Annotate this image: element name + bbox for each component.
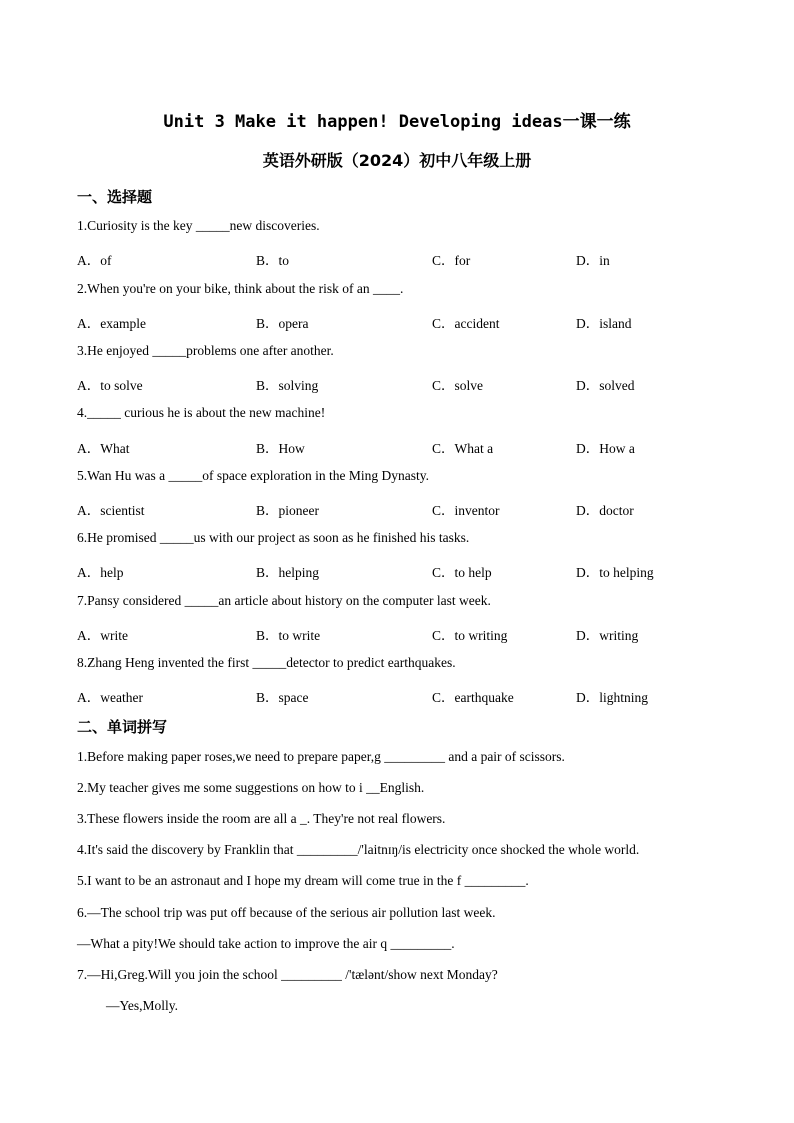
document-subtitle: 英语外研版（2024）初中八年级上册 bbox=[262, 151, 532, 170]
question-stem: 8.Zhang Heng invented the first _____detector to predict earthquakes. bbox=[77, 655, 456, 670]
question-stem: 5.Wan Hu was a _____of space exploration in the Ming Dynasty. bbox=[77, 468, 429, 483]
question-stem: 6.He promised _____us with our project as soon as he finished his tasks. bbox=[77, 530, 470, 545]
option-c: C．solve bbox=[432, 378, 484, 393]
option-b: B．opera bbox=[256, 316, 309, 331]
option-c: C．earthquake bbox=[432, 690, 514, 705]
spelling-line: —What a pity!We should take action to improve the air q _________. bbox=[77, 936, 455, 951]
section-heading-multiple-choice: 一、选择题 bbox=[77, 188, 153, 206]
option-d: D．solved bbox=[576, 378, 635, 393]
option-c: C．inventor bbox=[432, 503, 500, 518]
option-a: A．weather bbox=[77, 690, 143, 705]
option-a: A．scientist bbox=[77, 503, 145, 518]
option-d: D．island bbox=[576, 316, 632, 331]
document-title: Unit 3 Make it happen! Developing ideas一课一练 bbox=[163, 112, 631, 132]
option-c: C．to help bbox=[432, 565, 492, 580]
option-d: D．writing bbox=[576, 628, 639, 643]
option-d: D．in bbox=[576, 253, 610, 268]
spelling-line: 6.—The school trip was put off because of the serious air pollution last week. bbox=[77, 905, 496, 920]
option-a: A．to solve bbox=[77, 378, 143, 393]
option-c: C．to writing bbox=[432, 628, 508, 643]
question-stem: 3.He enjoyed _____problems one after another. bbox=[77, 343, 334, 358]
question-stem: 2.When you're on your bike, think about the risk of an ____. bbox=[77, 281, 404, 296]
option-b: B．space bbox=[256, 690, 309, 705]
option-a: A．help bbox=[77, 565, 124, 580]
option-a: A．of bbox=[77, 253, 112, 268]
section-heading-spelling: 二、单词拼写 bbox=[77, 718, 168, 736]
option-d: D．doctor bbox=[576, 503, 634, 518]
spelling-line: —Yes,Molly. bbox=[106, 998, 179, 1013]
option-a: A．What bbox=[77, 441, 130, 456]
spelling-line: 1.Before making paper roses,we need to prepare paper,g _________ and a pair of scissors. bbox=[77, 749, 565, 764]
option-b: B．How bbox=[256, 441, 305, 456]
option-b: B．pioneer bbox=[256, 503, 319, 518]
spelling-line: 7.—Hi,Greg.Will you join the school _________ /'tælənt/show next Monday? bbox=[77, 967, 498, 982]
spelling-line: 5.I want to be an astronaut and I hope my dream will come true in the f _________. bbox=[77, 873, 529, 888]
option-d: D．to helping bbox=[576, 565, 654, 580]
spelling-line: 2.My teacher gives me some suggestions on how to i __English. bbox=[77, 780, 425, 795]
option-b: B．to write bbox=[256, 628, 321, 643]
spelling-line: 3.These flowers inside the room are all a _. They're not real flowers. bbox=[77, 811, 446, 826]
question-stem: 1.Curiosity is the key _____new discoveries. bbox=[77, 218, 320, 233]
option-c: C．accident bbox=[432, 316, 500, 331]
option-d: D．lightning bbox=[576, 690, 649, 705]
question-stem: 4._____ curious he is about the new machine! bbox=[77, 405, 326, 420]
option-a: A．write bbox=[77, 628, 128, 643]
option-c: C．What a bbox=[432, 441, 494, 456]
option-b: B．helping bbox=[256, 565, 319, 580]
option-c: C．for bbox=[432, 253, 471, 268]
option-a: A．example bbox=[77, 316, 146, 331]
option-d: D．How a bbox=[576, 441, 635, 456]
question-stem: 7.Pansy considered _____an article about history on the computer last week. bbox=[77, 593, 491, 608]
option-b: B．to bbox=[256, 253, 290, 268]
spelling-line: 4.It's said the discovery by Franklin that _________/'laitnɪŋ/is electricity once shocked the whole world. bbox=[77, 842, 640, 857]
option-b: B．solving bbox=[256, 378, 319, 393]
